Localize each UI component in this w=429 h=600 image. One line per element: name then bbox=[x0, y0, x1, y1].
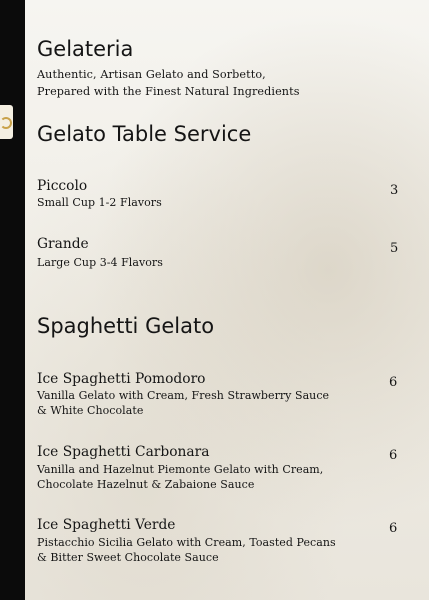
tagline-line-1: Authentic, Artisan Gelato and Sorbetto, bbox=[37, 68, 266, 81]
section-title-spaghetti: Spaghetti Gelato bbox=[37, 314, 215, 338]
item-price-verde: 6 bbox=[389, 521, 398, 536]
left-dark-edge bbox=[0, 0, 25, 600]
logo-swirl-icon bbox=[0, 117, 12, 129]
logo-tab bbox=[0, 105, 13, 139]
item-price-grande: 5 bbox=[390, 241, 399, 256]
item-price-carbonara: 6 bbox=[389, 448, 398, 463]
item-desc-verde-1: Pistacchio Sicilia Gelato with Cream, Toasted Pecans bbox=[37, 536, 336, 549]
item-desc-verde-2: & Bitter Sweet Chocolate Sauce bbox=[37, 551, 219, 564]
item-name-grande: Grande bbox=[37, 236, 89, 252]
item-name-verde: Ice Spaghetti Verde bbox=[37, 517, 176, 533]
menu-title: Gelateria bbox=[37, 37, 134, 61]
item-desc-piccolo: Small Cup 1-2 Flavors bbox=[37, 196, 162, 209]
item-name-carbonara: Ice Spaghetti Carbonara bbox=[37, 444, 210, 460]
tagline-line-2: Prepared with the Finest Natural Ingredients bbox=[37, 85, 300, 98]
section-title-table-service: Gelato Table Service bbox=[37, 122, 252, 146]
item-desc-pomodoro-1: Vanilla Gelato with Cream, Fresh Strawberry Sauce bbox=[37, 389, 330, 402]
item-name-piccolo: Piccolo bbox=[37, 178, 88, 194]
item-desc-carbonara-2: Chocolate Hazelnut & Zabaione Sauce bbox=[37, 478, 255, 491]
menu-page bbox=[25, 0, 429, 600]
item-desc-carbonara-1: Vanilla and Hazelnut Piemonte Gelato with Cream, bbox=[37, 463, 324, 476]
item-price-pomodoro: 6 bbox=[389, 375, 398, 390]
item-desc-pomodoro-2: & White Chocolate bbox=[37, 404, 144, 417]
item-desc-grande: Large Cup 3-4 Flavors bbox=[37, 256, 163, 269]
item-price-piccolo: 3 bbox=[390, 183, 399, 198]
item-name-pomodoro: Ice Spaghetti Pomodoro bbox=[37, 371, 206, 387]
